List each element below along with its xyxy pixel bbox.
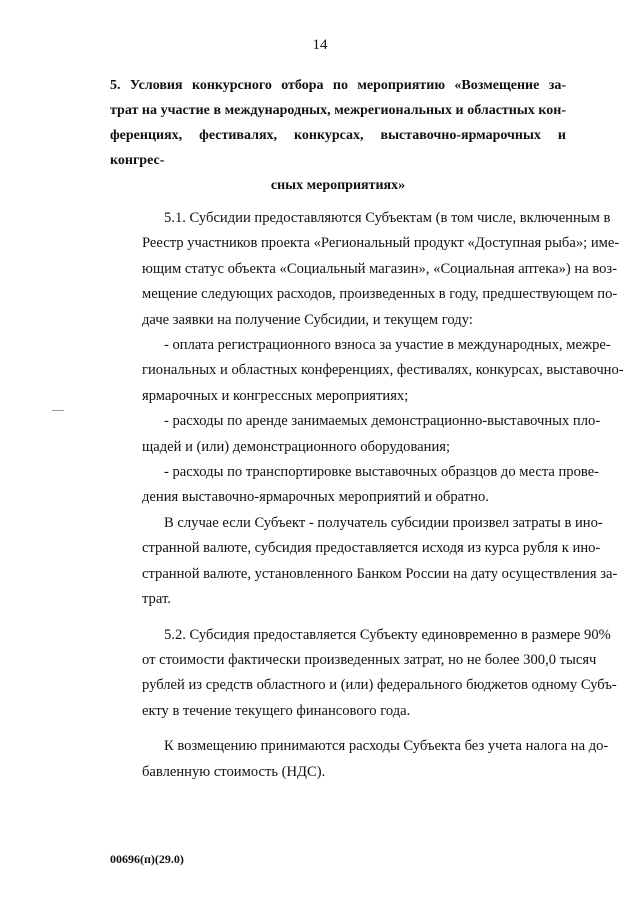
page-number: 14	[312, 37, 328, 53]
text-line: странной валюте, субсидия предоставляется исходя из курса рубля к ино-	[142, 540, 601, 557]
section-title-line: трат на участие в международных, межрегиональных и областных кон-	[110, 103, 566, 118]
paragraph-5-1	[110, 206, 620, 333]
text-line: К возмещению принимаются расходы Субъекта без учета налога на до-	[164, 738, 609, 755]
section-title-line: ференциях, фестивалях, конкурсах, выставочно-ярмарочных и конгрес-	[110, 128, 566, 168]
text-line: рублей из средств областного и (или) федерального бюджетов одному Субъ-	[142, 677, 617, 694]
document-body	[110, 206, 624, 785]
text-line: даче заявки на получение Субсидии, и текущем году:	[142, 311, 473, 328]
list-item-rent	[110, 409, 601, 460]
text-line: бавленную стоимость (НДС).	[142, 763, 326, 780]
text-line: В случае если Субъект - получатель субсидии произвел затраты в ино-	[164, 514, 603, 531]
text-line: ющим статус объекта «Социальный магазин», «Социальная аптека») на воз-	[142, 260, 618, 277]
text-line: - расходы по аренде занимаемых демонстрационно-выставочных пло-	[164, 413, 601, 430]
text-line: - оплата регистрационного взноса за участие в международных, межре-	[164, 337, 611, 354]
list-item-transport	[110, 460, 600, 511]
text-line: от стоимости фактически произведенных затрат, но не более 300,0 тысяч	[142, 651, 597, 668]
text-line: щадей и (или) демонстрационного оборудования;	[142, 438, 451, 455]
section-title	[110, 73, 566, 198]
paragraph-vat	[110, 734, 609, 785]
text-line: мещение следующих расходов, произведенных в году, предшествующем по-	[142, 286, 618, 303]
paragraph-5-2	[110, 623, 617, 725]
text-line: 5.1. Субсидии предоставляются Субъектам (в том числе, включенным в	[164, 210, 611, 226]
text-line: екту в течение текущего финансового года.	[142, 702, 411, 719]
text-line: дения выставочно-ярмарочных мероприятий и обратно.	[142, 489, 489, 506]
footer-document-code: 00696(п)(29.0)	[110, 852, 184, 866]
text-line: гиональных и областных конференциях, фестивалях, конкурсах, выставочно-	[142, 362, 624, 379]
scan-artifact	[52, 410, 64, 411]
text-line: 5.2. Субсидия предоставляется Субъекту единовременно в размере 90%	[164, 626, 611, 643]
list-item-registration-fee	[110, 333, 624, 409]
text-line: - расходы по транспортировке выставочных образцов до места прове-	[164, 464, 600, 481]
section-title-line: 5. Условия конкурсного отбора по мероприятию «Возмещение за-	[110, 78, 566, 93]
paragraph-foreign-currency	[110, 511, 618, 613]
section-title-line: сных мероприятиях»	[270, 178, 406, 193]
text-line: трат.	[142, 591, 171, 608]
text-line: странной валюте, установленного Банком России на дату осуществления за-	[142, 565, 618, 582]
text-line: ярмарочных и конгрессных мероприятиях;	[142, 387, 409, 404]
text-line: Реестр участников проекта «Региональный продукт «Доступная рыба»; име-	[142, 235, 620, 252]
